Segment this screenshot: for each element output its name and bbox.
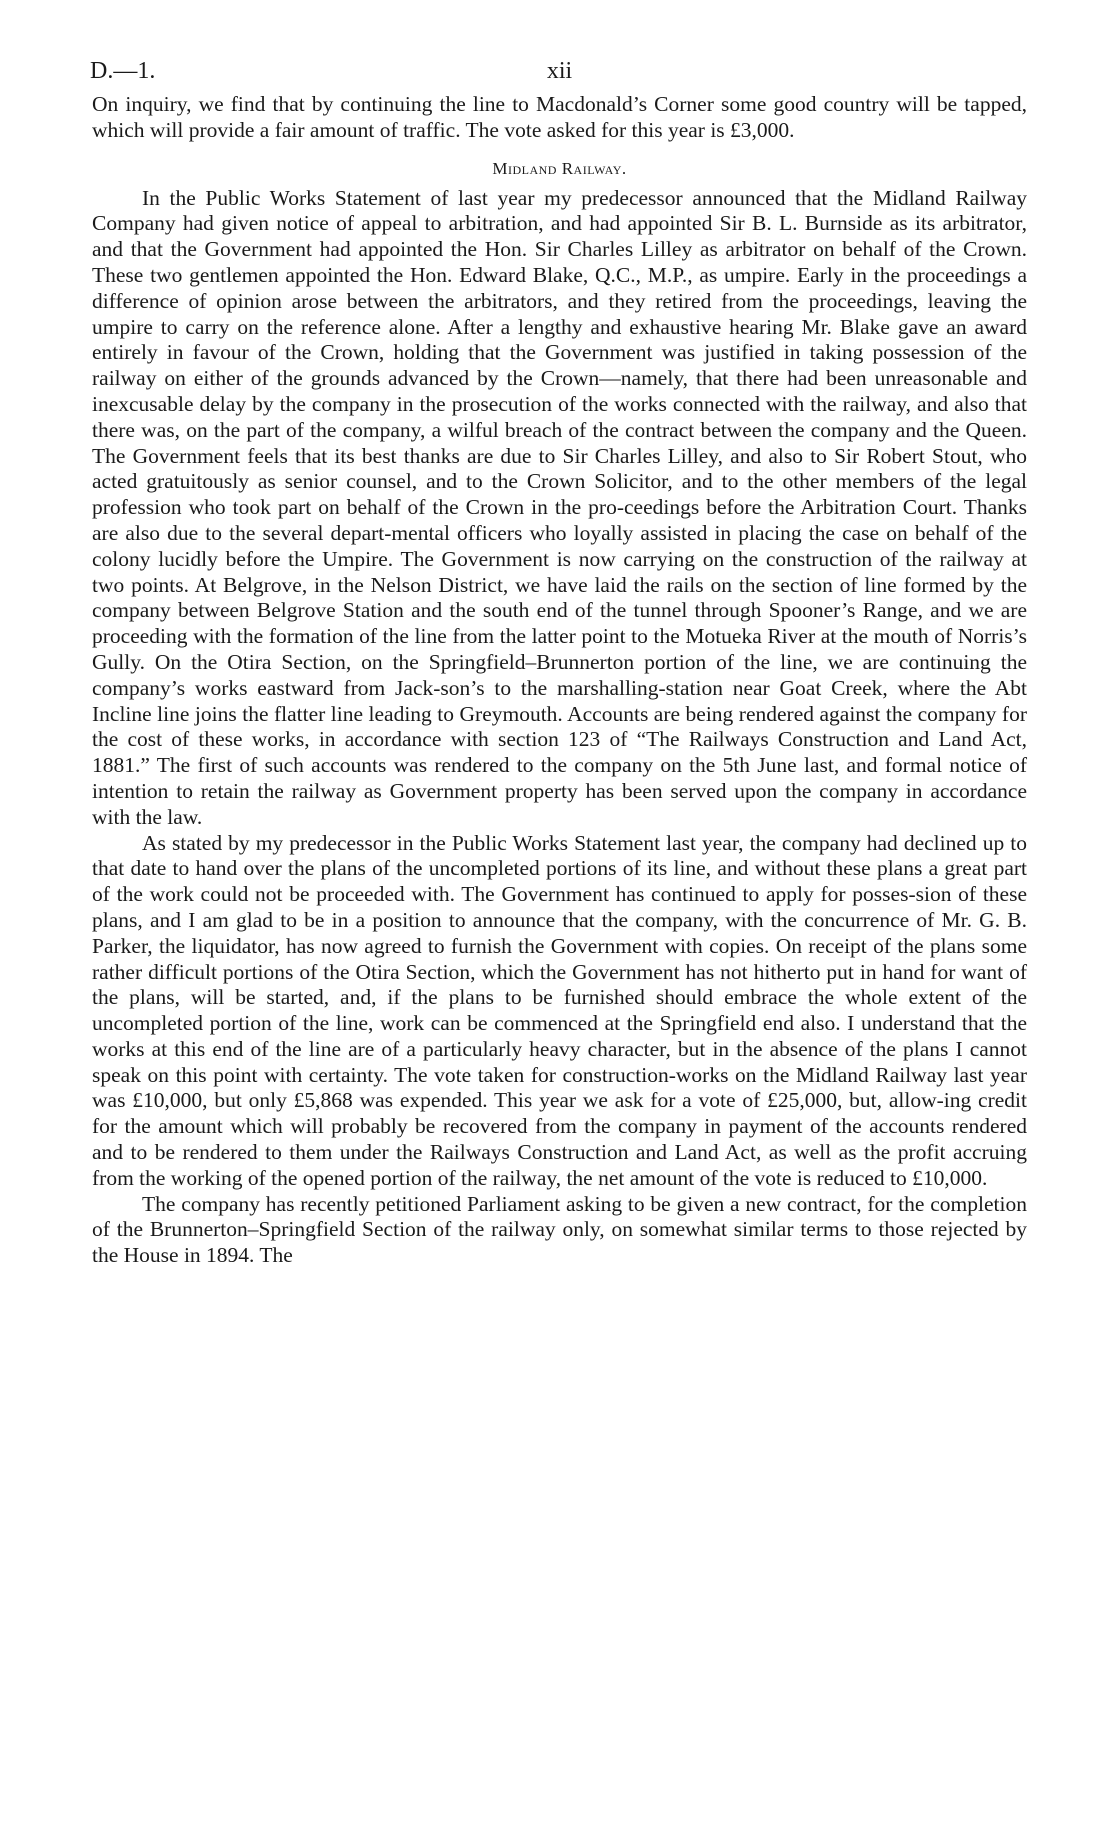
body-paragraph-plans: As stated by my predecessor in the Public Works Statement last year, the company had declined up to that date to hand over the plans of the uncompleted portions of its line, and without these plans a great part of the work could not be proceeded with. The Government has continued to apply for posses-sion of these plans, and I am glad to be in a position to announce that the company, with the concurrence of Mr. G. B. Parker, the liquidator, has now agreed to furnish the Government with copies. On receipt of the plans some rather difficult portions of the Otira Section, which the Government has not hitherto put in hand for want of the plans, will be started, and, if the plans to be furnished should embrace the whole extent of the uncompleted portion of the line, work can be commenced at the Springfield end also. I understand that the works at this end of the line are of a particularly heavy character, but in the absence of the plans I cannot speak on this point with certainty. The vote taken for construction-works on the Midland Railway last year was £10,000, but only £5,868 was expended. This year we ask for a vote of £25,000, but, allow-ing credit for the amount which will probably be recovered from the company in payment of the accounts rendered and to be rendered to them under the Railways Construction and Land Act, as well as the profit accruing from the working of the opened portion of the railway, the net amount of the vote is reduced to £10,000. [92,830,1027,1190]
page-header [92,58,1027,92]
body-paragraph-arbitration: In the Public Works Statement of last year my predecessor announced that the Midland Railway Company had given notice of appeal to arbitration, and had appointed Sir B. L. Burnside as its arbitrator, and that the Government had appointed the Hon. Sir Charles Lilley as arbitrator on behalf of the Crown. These two gentlemen appointed the Hon. Edward Blake, Q.C., M.P., as umpire. Early in the proceedings a difference of opinion arose between the arbitrators, and they retired from the proceedings, leaving the umpire to carry on the reference alone. After a lengthy and exhaustive hearing Mr. Blake gave an award entirely in favour of the Crown, holding that the Government was justified in taking possession of the railway on either of the grounds advanced by the Crown—namely, that there had been unreasonable and inexcusable delay by the company in the prosecution of the works connected with the railway, and also that there was, on the part of the company, a wilful breach of the contract between the company and the Queen. The Government feels that its best thanks are due to Sir Charles Lilley, and also to Sir Robert Stout, who acted gratuitously as senior counsel, and to the Crown Solicitor, and to the other members of the legal profession who took part on behalf of the Crown in the pro-ceedings before the Arbitration Court. Thanks are also due to the several depart-mental officers who loyally assisted in placing the case on behalf of the colony lucidly before the Umpire. The Government is now carrying on the construction of the railway at two points. At Belgrove, in the Nelson District, we have laid the rails on the section of line formed by the company between Belgrove Station and the south end of the tunnel through Spooner’s Range, and we are proceeding with the formation of the line from the latter point to the Motueka River at the mouth of Norris’s Gully. On the Otira Section, on the Springfield–Brunnerton portion of the line, we are continuing the company’s works eastward from Jack-son’s to the marshalling-station near Goat Creek, where the Abt Incline line joins the flatter line leading to Greymouth. Accounts are being rendered against the company for the cost of these works, in accordance with section 123 of “The Railways Construction and Land Act, 1881.” The first of such accounts was rendered to the company on the 5th June last, and formal notice of intention to retain the railway as Government property has been served upon the company in accordance with the law. [92,185,1027,829]
document-page [92,58,1027,1269]
page-number: xii [546,58,573,84]
section-heading: Midland Railway. [492,158,627,178]
body-paragraph-petition: The company has recently petitioned Parliament asking to be given a new contract, for the completion of the Brunnerton–Springfield Section of the railway only, on somewhat similar terms to those rejected by the House in 1894. The [92,1191,1027,1268]
document-reference: D.—1. [90,58,156,84]
intro-paragraph: On inquiry, we find that by continuing the line to Macdonald’s Corner some good country will be tapped, which will provide a fair amount of traffic. The vote asked for this year is £3,000. [92,92,1027,142]
